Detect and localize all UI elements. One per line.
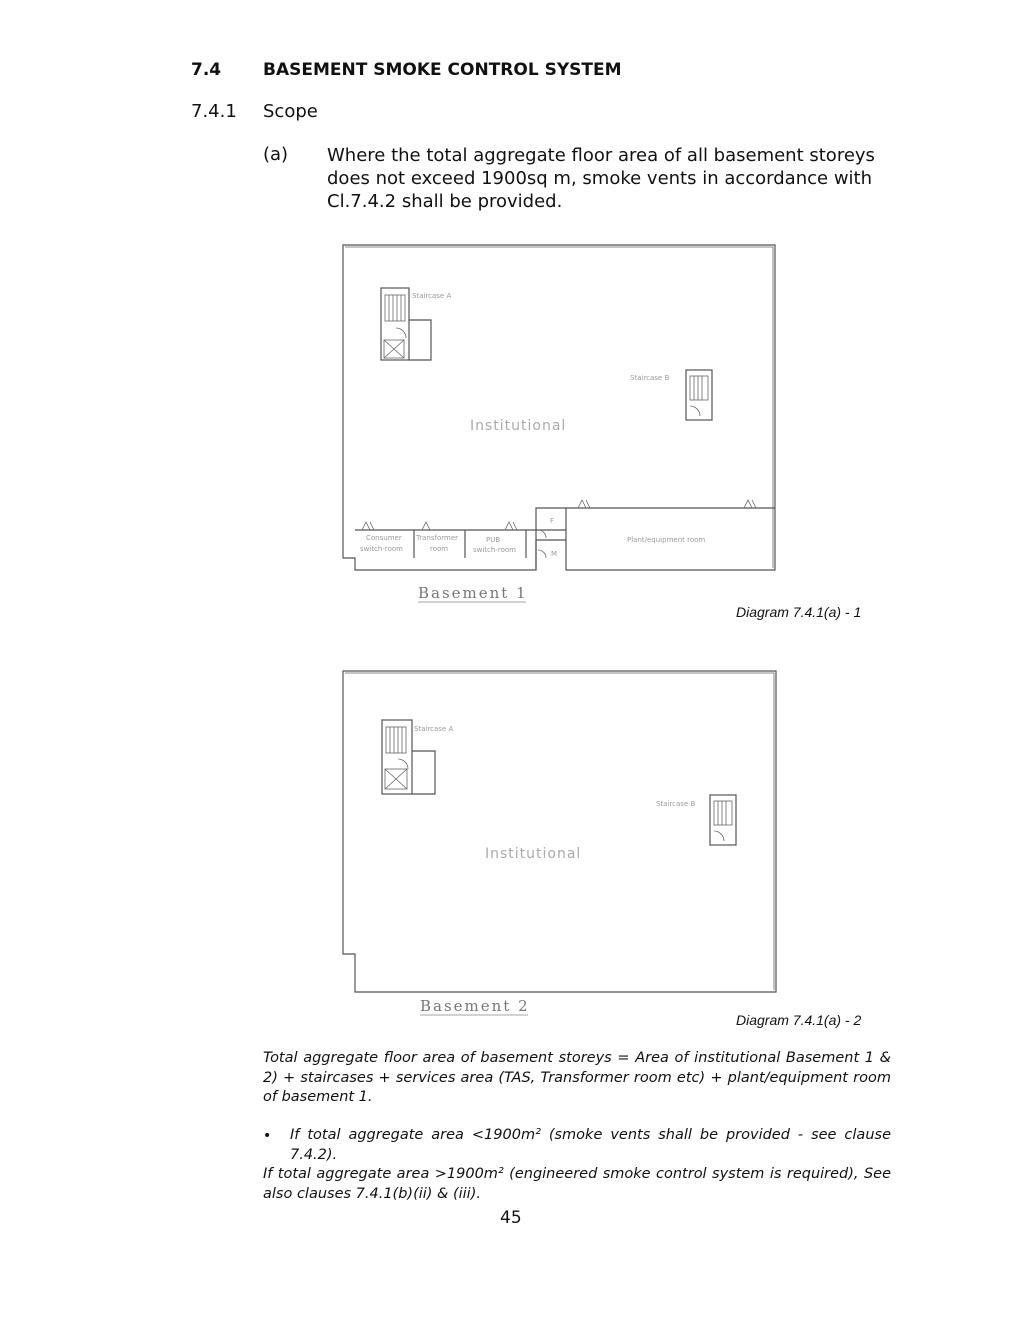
- door-swing: [396, 328, 406, 338]
- staircase-a-core: [382, 720, 412, 794]
- page-number: 45: [500, 1208, 522, 1228]
- staircase-a-flight: [385, 295, 405, 321]
- staircase-b-flight: [714, 801, 732, 825]
- stair-treads: [694, 376, 702, 400]
- door-swing: [538, 530, 546, 558]
- floor-plan-basement-1: [330, 240, 790, 610]
- consumer-label-2: switch-room: [360, 545, 403, 553]
- staircase-a-label: Staircase A: [414, 725, 454, 733]
- staircase-b-flight: [690, 376, 708, 400]
- m-label: M: [551, 550, 558, 558]
- lobby-a: [412, 751, 435, 794]
- stair-treads: [389, 295, 401, 321]
- door-swing: [398, 759, 408, 769]
- diagram-2-caption: Diagram 7.4.1(a) - 2: [736, 1012, 862, 1028]
- transformer-label: Transformer: [416, 534, 459, 542]
- stair-treads: [718, 801, 726, 825]
- door-swing: [422, 522, 430, 530]
- pub-label-2: switch-room: [473, 546, 516, 554]
- basement-1-label: Basement 1: [418, 584, 528, 602]
- floor-plan-basement-2: [330, 665, 790, 1020]
- lift-cross: [384, 340, 404, 358]
- clause-text: Where the total aggregate floor area of all basement storeys does not exceed 1900sq m, smoke vents in accordance with Cl.7.4.2 shall be provided.: [327, 145, 875, 212]
- institutional-label: Institutional: [485, 846, 582, 862]
- area-note: Total aggregate floor area of basement storeys = Area of institutional Basement 1 & 2) + staircases + services area (TAS, Transformer room etc) + plant/equipment room of basement 1.: [263, 1050, 891, 1105]
- door-swing: [505, 522, 517, 530]
- clause-label: (a): [263, 144, 289, 165]
- section-number: 7.4: [191, 60, 222, 80]
- plant-label: Plant/equipment room: [627, 536, 706, 544]
- f-label: F: [550, 517, 555, 525]
- door-swing: [362, 522, 374, 530]
- followup-text: If total aggregate area >1900m² (engineered smoke control system is required), See also clauses 7.4.1(b)(ii) & (iii).: [263, 1166, 891, 1202]
- staircase-b-label: Staircase B: [656, 800, 696, 808]
- door-swing: [744, 500, 756, 508]
- consumer-label: Consumer: [366, 534, 402, 542]
- transformer-label-2: room: [430, 545, 449, 553]
- institutional-label: Institutional: [470, 418, 567, 434]
- section-title: BASEMENT SMOKE CONTROL SYSTEM: [263, 60, 622, 80]
- door-swing: [714, 831, 724, 841]
- subsection-number: 7.4.1: [191, 101, 237, 122]
- door-swing: [690, 406, 700, 416]
- staircase-a-label: Staircase A: [412, 292, 452, 300]
- subsection-title: Scope: [263, 101, 318, 122]
- outer-wall: [343, 671, 776, 992]
- staircase-b-label: Staircase B: [630, 374, 670, 382]
- bullet-text: If total aggregate area <1900m² (smoke vents shall be provided - see clause 7.4.2).: [290, 1127, 891, 1163]
- diagram-1-caption: Diagram 7.4.1(a) - 1: [736, 604, 862, 620]
- outer-wall: [343, 245, 775, 570]
- bullet-marker: •: [263, 1128, 272, 1144]
- lift-cross: [385, 769, 407, 789]
- lobby-a: [409, 320, 431, 360]
- door-swing: [578, 500, 590, 508]
- stair-treads: [390, 727, 402, 753]
- pub-label: PUB: [486, 536, 501, 544]
- staircase-a-flight: [386, 727, 406, 753]
- basement-2-label: Basement 2: [420, 997, 530, 1015]
